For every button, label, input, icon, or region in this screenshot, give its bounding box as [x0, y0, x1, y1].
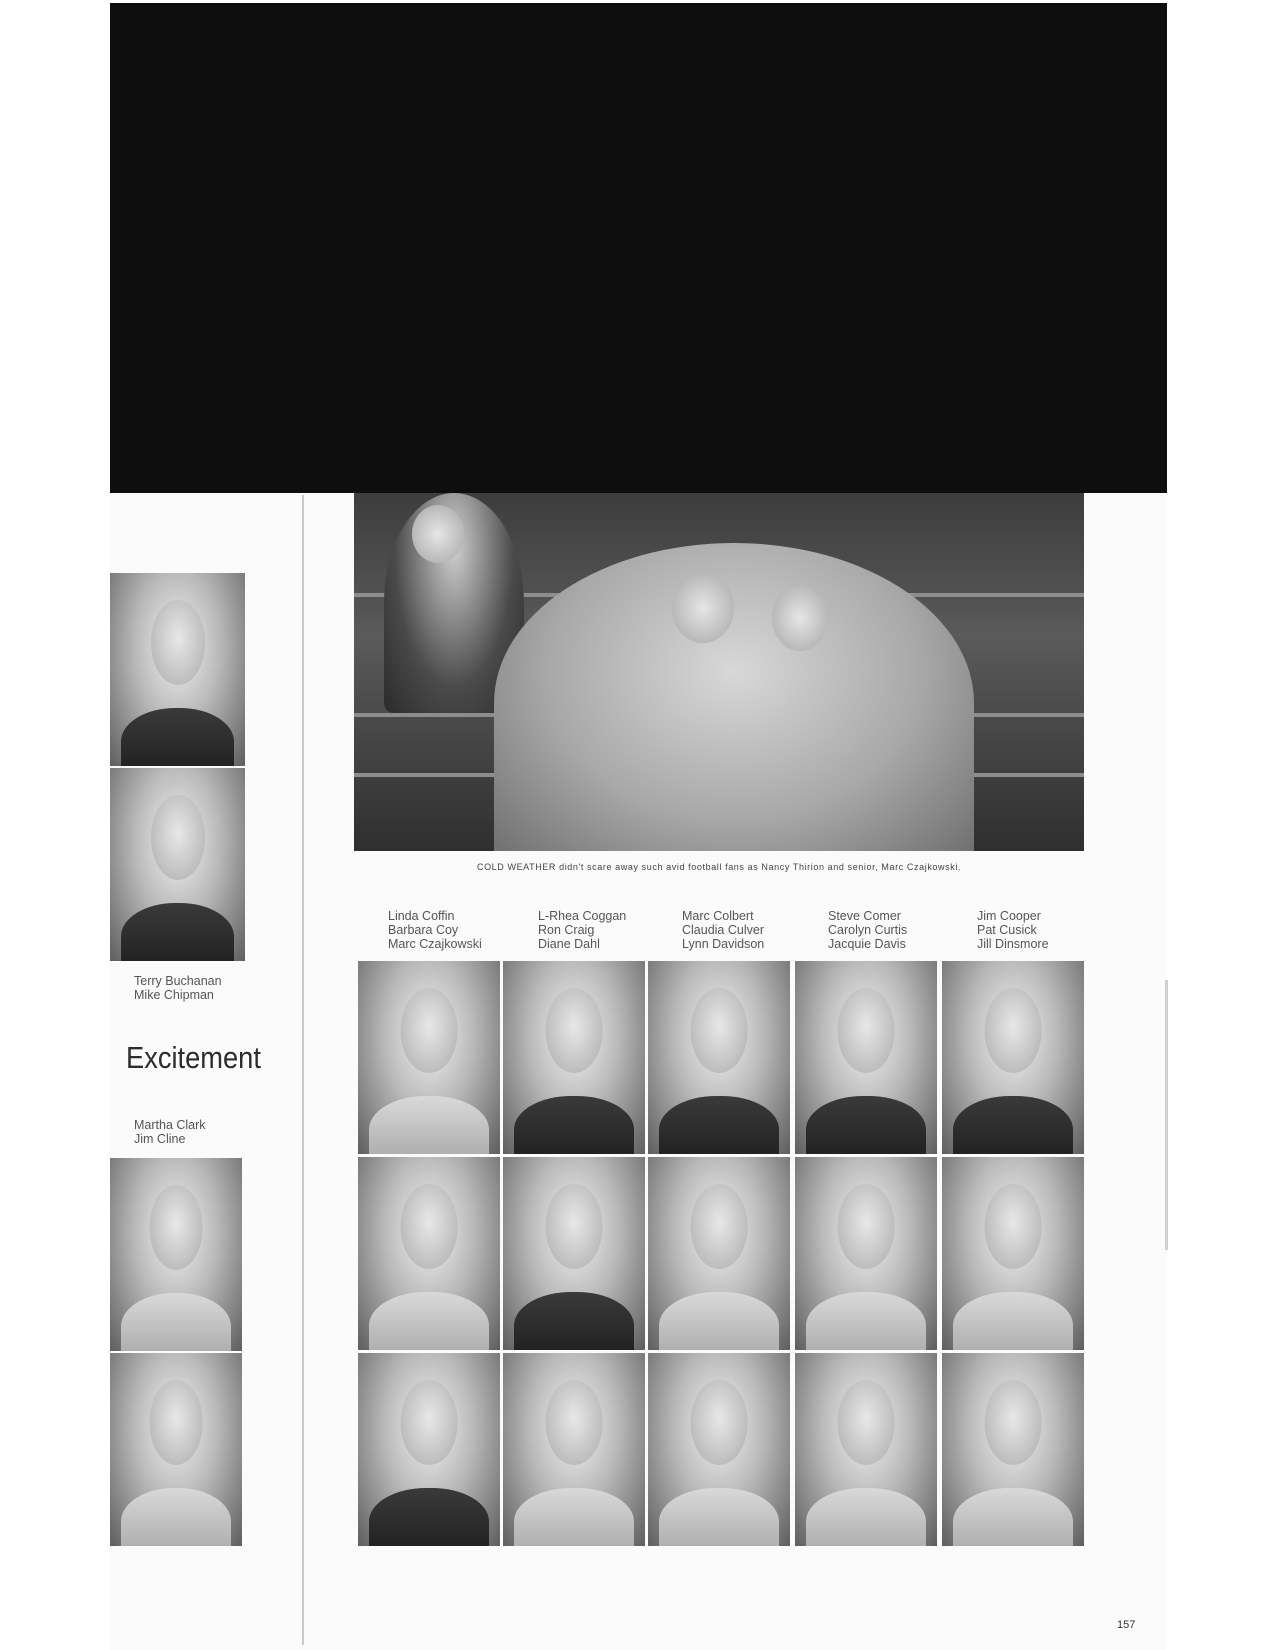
portrait-l-rhea-coggan [503, 961, 645, 1154]
portrait-claudia-culver [648, 1157, 790, 1350]
portrait-jim-cline [110, 1353, 242, 1546]
page-number: 157 [1117, 1619, 1136, 1631]
name-claudia-culver: Claudia Culver [682, 923, 764, 937]
portrait-marc-colbert [648, 961, 790, 1154]
name-jim-cline: Jim Cline [134, 1132, 186, 1146]
name-column-1 [388, 909, 482, 951]
name-diane-dahl: Diane Dahl [538, 937, 600, 951]
portrait-martha-clark [110, 1158, 242, 1351]
name-mike-chipman: Mike Chipman [134, 988, 214, 1002]
left-names-top [134, 974, 222, 1002]
portrait-pat-cusick [942, 1157, 1084, 1350]
name-column-3 [682, 909, 764, 951]
name-pat-cusick: Pat Cusick [977, 923, 1037, 937]
photo-caption: COLD WEATHER didn't scare away such avid football fans as Nancy Thirion and senior, Marc Czajkowski. [476, 862, 962, 872]
portrait-diane-dahl [503, 1353, 645, 1546]
portrait-ron-craig [503, 1157, 645, 1350]
portrait-mike-chipman [110, 768, 245, 961]
name-linda-coffin: Linda Coffin [388, 909, 455, 923]
name-marc-czajkowski: Marc Czajkowski [388, 937, 482, 951]
portrait-barbara-coy [358, 1157, 500, 1350]
name-martha-clark: Martha Clark [134, 1118, 206, 1132]
page-gutter [302, 495, 304, 1645]
name-ron-craig: Ron Craig [538, 923, 595, 937]
name-jim-cooper: Jim Cooper [977, 909, 1041, 923]
name-column-2 [538, 909, 626, 951]
name-l-rhea-coggan: L-Rhea Coggan [538, 909, 627, 923]
section-heading: Excitement [126, 1040, 261, 1075]
left-names-bottom [134, 1118, 206, 1146]
page-edge-mark [1165, 980, 1168, 1250]
name-jacquie-davis: Jacquie Davis [828, 937, 906, 951]
name-steve-comer: Steve Comer [828, 909, 901, 923]
name-column-4 [828, 909, 907, 951]
name-jill-dinsmore: Jill Dinsmore [977, 937, 1049, 951]
portrait-steve-comer [795, 961, 937, 1154]
portrait-jim-cooper [942, 961, 1084, 1154]
portrait-marc-czajkowski [358, 1353, 500, 1546]
portrait-jacquie-davis [795, 1353, 937, 1546]
redacted-block [110, 3, 1167, 493]
portrait-carolyn-curtis [795, 1157, 937, 1350]
name-column-5 [977, 909, 1049, 951]
name-lynn-davidson: Lynn Davidson [682, 937, 765, 951]
portrait-lynn-davidson [648, 1353, 790, 1546]
football-fans-photo [354, 493, 1084, 851]
portrait-terry-buchanan [110, 573, 245, 766]
name-terry-buchanan: Terry Buchanan [134, 974, 222, 988]
name-barbara-coy: Barbara Coy [388, 923, 459, 937]
portrait-linda-coffin [358, 961, 500, 1154]
portrait-jill-dinsmore [942, 1353, 1084, 1546]
name-carolyn-curtis: Carolyn Curtis [828, 923, 908, 937]
name-marc-colbert: Marc Colbert [682, 909, 754, 923]
